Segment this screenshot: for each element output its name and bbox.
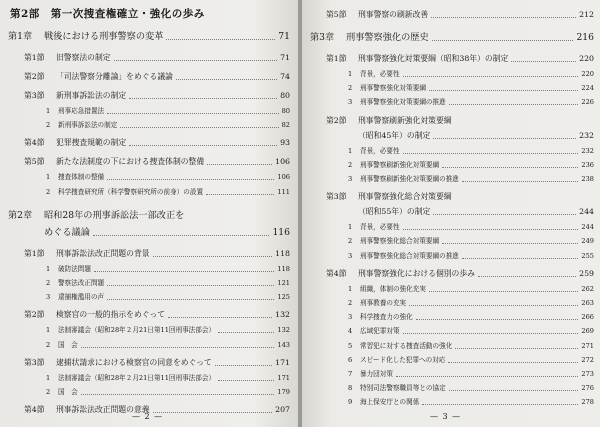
- toc-entry-title: 警察法改正問題: [58, 279, 105, 287]
- leader-dots: [107, 179, 274, 180]
- toc-entry-number: 第1節: [326, 54, 347, 63]
- toc-entry: [0, 118, 298, 132]
- toc-entry: [302, 395, 600, 409]
- toc-entry-title: めぐる議論: [44, 226, 90, 238]
- leader-dots: [409, 305, 578, 306]
- toc-entry-page: 207: [275, 405, 290, 415]
- toc-entry: [302, 282, 600, 296]
- toc-entry: [0, 136, 298, 150]
- toc-entry-title: 刑事警察強化における個別の歩み: [358, 268, 475, 278]
- toc-entry-number: 第3章: [310, 32, 335, 43]
- toc-entry: [0, 356, 298, 370]
- toc-entry: [0, 290, 298, 304]
- toc-entry-number: 第1章: [8, 31, 33, 42]
- toc-entry-page: 71: [278, 31, 290, 42]
- toc-entry: [302, 205, 600, 219]
- toc-entry-page: 143: [277, 340, 290, 349]
- toc-entry-number: 5: [348, 341, 353, 350]
- toc-entry-number: 3: [348, 98, 353, 107]
- toc-entry-title: 組織，体制の強化充実: [360, 284, 426, 293]
- leader-dots: [107, 299, 274, 300]
- toc-entry: [0, 276, 298, 290]
- toc-entry-page: 263: [581, 299, 594, 307]
- toc-entry: [302, 144, 600, 158]
- toc-entry: [0, 338, 298, 352]
- toc-entry-page: 74: [280, 72, 290, 81]
- toc-entry: [0, 104, 298, 118]
- toc-entry-number: 2: [348, 160, 353, 169]
- toc-entry-number: 1: [348, 223, 353, 232]
- leader-dots: [429, 90, 578, 91]
- toc-entry: [0, 30, 298, 44]
- toc-entry: [302, 52, 600, 66]
- leader-dots: [153, 256, 272, 257]
- toc-entry-page: 121: [277, 279, 290, 287]
- toc-entry-page: 93: [280, 138, 290, 148]
- toc-entry-title: 刑事警察刷新強化対策要綱の推進: [360, 175, 459, 183]
- toc-entry-page: 271: [581, 341, 594, 350]
- toc-entry-page: 272: [581, 355, 594, 364]
- toc-entry: [0, 323, 298, 337]
- leader-dots: [81, 347, 274, 348]
- toc-entry: [0, 70, 298, 84]
- toc-entry-page: 132: [275, 310, 290, 320]
- toc-entry-page: 71: [280, 53, 290, 62]
- toc-entry: [302, 234, 600, 248]
- toc-entry: [302, 114, 600, 128]
- leader-dots: [129, 98, 277, 99]
- toc-entry-title: 科学捜査力の強化: [360, 313, 413, 322]
- leader-dots: [442, 167, 578, 168]
- leader-dots: [449, 390, 578, 391]
- toc-entry-title: 刑事警察強化対策要綱（昭和38年）の制定: [358, 54, 509, 63]
- toc-entry-title: 戦後における刑事警察の変革: [44, 31, 164, 42]
- toc-entry-title: 刑事警察強化対策要綱の推進: [360, 98, 446, 107]
- toc-entry-number: 3: [46, 293, 51, 302]
- toc-entry-title: 刑事応急措置法: [58, 107, 105, 115]
- toc-entry-page: 171: [277, 373, 290, 382]
- leader-dots: [433, 138, 576, 139]
- toc-entry-title: 国 会: [58, 340, 78, 349]
- leader-dots: [462, 181, 578, 182]
- leader-dots: [422, 404, 578, 405]
- toc-entry-title: 逮捕権濫用の声: [58, 293, 105, 302]
- toc-entry-page: 262: [581, 284, 594, 293]
- toc-entry: [302, 129, 600, 143]
- toc-entry: [0, 226, 298, 240]
- leader-dots: [129, 145, 277, 146]
- toc-entry-number: 1: [46, 373, 51, 382]
- toc-entry-title: 新刑事訴訟法の制定: [56, 91, 127, 100]
- leader-dots: [153, 412, 272, 413]
- toc-entry-title: 昭和28年の刑事訴訟法一部改正を: [44, 209, 185, 221]
- toc-entry-page: 278: [581, 398, 594, 407]
- toc-entry-title: 刑事警察強化総合対策要綱: [358, 192, 452, 202]
- leader-dots: [449, 104, 578, 105]
- toc-entry-number: 第4節: [24, 138, 45, 148]
- right-page: [302, 0, 600, 427]
- toc-entry-title: 背景，必要性: [360, 70, 400, 78]
- toc-entry: [302, 296, 600, 310]
- toc-entry-page: 259: [579, 268, 594, 278]
- toc-entry-title: 刑事訴訟法改正問題の背景: [56, 248, 150, 258]
- toc-entry-number: 3: [348, 251, 353, 260]
- toc-entry: [302, 267, 600, 281]
- toc-entry-title: 法制審議会（昭和28年２月21日第11回刑事法部会）: [58, 326, 216, 335]
- toc-entry-page: 249: [581, 237, 594, 246]
- leader-dots: [94, 271, 274, 272]
- leader-dots: [478, 276, 576, 277]
- toc-entry: [302, 81, 600, 95]
- toc-entry: [0, 385, 298, 399]
- toc-entry-page: 171: [275, 357, 290, 367]
- leader-dots: [403, 229, 578, 230]
- toc-entry: [302, 172, 600, 186]
- toc-entry-number: 2: [46, 121, 51, 130]
- toc-entry-number: 第2節: [24, 72, 45, 81]
- leader-dots: [432, 40, 573, 41]
- toc-entry-number: 2: [46, 340, 51, 349]
- toc-entry-title: 法制審議会（昭和28年２月21日第11回刑事法部会）: [58, 373, 216, 382]
- toc-entry-page: 224: [581, 84, 594, 93]
- page-number-left: — 2 —: [132, 412, 164, 421]
- toc-entry-number: 第3節: [326, 192, 347, 202]
- toc-entry-page: 236: [581, 160, 594, 169]
- leader-dots: [442, 243, 578, 244]
- toc-entry-number: 第3節: [24, 357, 45, 367]
- leader-dots: [448, 362, 578, 363]
- toc-entry: [302, 31, 600, 45]
- leader-dots: [166, 39, 275, 40]
- toc-entry: [302, 339, 600, 353]
- toc-entry-number: 6: [348, 355, 353, 364]
- leader-dots: [81, 394, 274, 395]
- toc-entry: [302, 249, 600, 263]
- toc-entry-title: 背景，必要性: [360, 223, 400, 232]
- toc-entry: [302, 381, 600, 395]
- toc-entry-number: 1: [348, 70, 353, 78]
- toc-entry-number: 1: [46, 173, 51, 182]
- toc-entry-page: 212: [579, 10, 594, 19]
- leader-dots: [114, 60, 277, 61]
- toc-entry-title: スピード化した犯罪への対応: [360, 355, 446, 364]
- leader-dots: [396, 376, 578, 377]
- toc-entry-title: 刑事警察刷新強化対策要綱: [360, 160, 440, 169]
- leader-dots: [93, 235, 269, 236]
- toc-entry-number: 2: [46, 187, 51, 196]
- toc-entry-number: 第5節: [326, 10, 347, 19]
- toc-entry: [302, 190, 600, 204]
- toc-entry-title: 「司法警察分離論」をめぐる議論: [56, 72, 173, 81]
- toc-entry-title: 破防法問題: [58, 264, 91, 273]
- toc-entry-number: 第4節: [326, 268, 347, 278]
- leader-dots: [433, 214, 576, 215]
- toc-entry: [0, 308, 298, 322]
- toc-entry-page: 116: [272, 226, 290, 238]
- toc-entry-number: 第1節: [24, 53, 45, 62]
- toc-entry: [0, 185, 298, 199]
- leader-dots: [403, 76, 578, 77]
- toc-entry-page: 118: [275, 248, 290, 258]
- toc-entry-page: 269: [581, 327, 594, 336]
- toc-entry-number: 1: [46, 264, 51, 273]
- toc-entry-page: 273: [581, 370, 594, 378]
- toc-entry-number: 第4節: [24, 405, 45, 415]
- toc-entry-page: 80: [281, 107, 290, 115]
- toc-entry-number: 第5節: [24, 157, 45, 167]
- toc-entry-title: 新刑事訴訟法の制定: [58, 121, 118, 130]
- toc-entry-title: 刑事警察刷新強化対策要綱: [358, 115, 452, 125]
- toc-entry-page: 179: [277, 388, 290, 396]
- toc-entry-title: 刑事警察強化総合対策要綱の推進: [360, 251, 459, 260]
- leader-dots: [120, 127, 279, 128]
- toc-entry: [0, 89, 298, 103]
- toc-entry-title: 暴力団対策: [360, 370, 393, 378]
- toc-entry-number: 第2節: [24, 310, 45, 320]
- toc-entry-title: 刑事警察強化対策要綱: [360, 84, 426, 93]
- toc-entry-page: 244: [581, 223, 594, 232]
- toc-entry-page: 232: [579, 130, 594, 140]
- leader-dots: [429, 291, 578, 292]
- toc-entry-number: 2: [46, 388, 51, 396]
- toc-entry: [0, 262, 298, 276]
- toc-entry-number: 第1節: [24, 248, 45, 258]
- toc-entry-number: 第2章: [8, 209, 33, 221]
- toc-entry-title: 海上保安庁との関係: [360, 398, 420, 407]
- toc-entry-title: 逮捕状請求における検察官の同意をめぐって: [56, 357, 212, 367]
- leader-dots: [403, 153, 578, 154]
- toc-entry-title: 特別司法警察職員等との協定: [360, 384, 446, 393]
- toc-entry: [0, 247, 298, 261]
- toc-entry-page: 111: [277, 187, 290, 196]
- toc-entry: [302, 324, 600, 338]
- toc-entry-page: 80: [280, 91, 290, 100]
- toc-entry-page: 106: [277, 173, 290, 182]
- toc-entry-page: 266: [581, 313, 594, 322]
- toc-entry-page: 276: [581, 384, 594, 393]
- toc-entry-title: （昭和45年）の制定: [358, 130, 431, 140]
- leader-dots: [403, 333, 578, 334]
- toc-entry-number: 4: [348, 327, 353, 336]
- toc-entry-title: 背景，必要性: [360, 146, 400, 155]
- toc-entry-number: 2: [348, 84, 353, 93]
- toc-entry-page: 220: [581, 70, 594, 78]
- toc-entry-page: 118: [277, 264, 290, 273]
- toc-entry: [302, 353, 600, 367]
- toc-entry-number: 第3節: [24, 91, 45, 100]
- toc-entry-title: 刑事警察強化の歴史: [346, 32, 429, 43]
- toc-entry-number: 第2節: [326, 115, 347, 125]
- toc-entry: [302, 8, 600, 22]
- toc-entry-number: 2: [46, 279, 51, 287]
- toc-entry-number: 3: [348, 313, 353, 322]
- toc-entry: [0, 155, 298, 169]
- toc-entry: [0, 371, 298, 385]
- toc-entry: [302, 95, 600, 109]
- toc-entry-title: 刑事警察強化総合対策要綱: [360, 237, 440, 246]
- toc-entry: [302, 367, 600, 381]
- toc-entry-title: 旧警察法の制定: [56, 53, 111, 62]
- toc-entry-number: 1: [348, 284, 353, 293]
- toc-entry: [302, 67, 600, 81]
- toc-entry-page: 226: [581, 98, 594, 107]
- toc-entry: [302, 310, 600, 324]
- toc-entry-title: 刑事訴訟法改正問題の意義: [56, 405, 150, 415]
- toc-entry-title: 広域犯罪対策: [360, 327, 400, 336]
- toc-entry-page: 132: [277, 326, 290, 335]
- toc-entry: [0, 51, 298, 65]
- toc-entry-title: 新たな法制度の下における捜査体制の整備: [56, 157, 205, 167]
- toc-entry-number: 8: [348, 384, 353, 393]
- toc-entry-number: 7: [348, 370, 353, 378]
- leader-dots: [455, 348, 578, 349]
- left-page: [0, 0, 298, 427]
- toc-entry-title: 検察官の一般的指示をめぐって: [56, 310, 165, 320]
- toc-entry-page: 255: [581, 251, 594, 260]
- toc-entry-number: 1: [46, 326, 51, 335]
- toc-entry-title: 捜査体制の整備: [58, 173, 105, 182]
- toc-entry-number: 1: [46, 107, 51, 115]
- toc-entry-page: 216: [576, 32, 594, 43]
- toc-entry-number: 2: [348, 237, 353, 246]
- toc-entry-number: 1: [348, 146, 353, 155]
- toc-entry: [302, 220, 600, 234]
- toc-entry-page: 106: [275, 157, 290, 167]
- leader-dots: [416, 319, 578, 320]
- toc-entry-page: 125: [277, 293, 290, 302]
- toc-entry-page: 220: [579, 54, 594, 63]
- leader-dots: [431, 17, 576, 18]
- leader-dots: [107, 285, 274, 286]
- leader-dots: [168, 317, 272, 318]
- toc-entry-page: 232: [581, 146, 594, 155]
- toc-entry-page: 244: [579, 207, 594, 217]
- leader-dots: [107, 113, 279, 114]
- toc-entry-title: 刑事教養の充実: [360, 299, 407, 307]
- toc-entry-number: 3: [348, 175, 353, 183]
- toc-entry: [302, 158, 600, 172]
- toc-entry-title: 刑事警察の刷新改善: [358, 10, 429, 19]
- toc-entry: [0, 209, 298, 223]
- toc-entry-title: 科学捜査研究所（科学警察研究所の前身）の設置: [58, 187, 204, 196]
- toc-entry: [0, 170, 298, 184]
- toc-entry-number: 9: [348, 398, 353, 407]
- toc-entry-title: （昭和55年）の制定: [358, 207, 431, 217]
- toc-entry-page: 238: [581, 175, 594, 183]
- page-number-right: — 3 —: [430, 412, 462, 421]
- toc-entry-title: 国 会: [58, 388, 78, 396]
- toc-entry-number: 2: [348, 299, 353, 307]
- toc-entry-page: 82: [281, 121, 290, 130]
- toc-entry-title: 常習犯に対する捜査活動の強化: [360, 341, 453, 350]
- leader-dots: [462, 258, 578, 259]
- part-title: 第2部 第一次捜査権確立・強化の歩み: [10, 8, 205, 20]
- toc-entry-title: 犯罪捜査規範の制定: [56, 138, 127, 148]
